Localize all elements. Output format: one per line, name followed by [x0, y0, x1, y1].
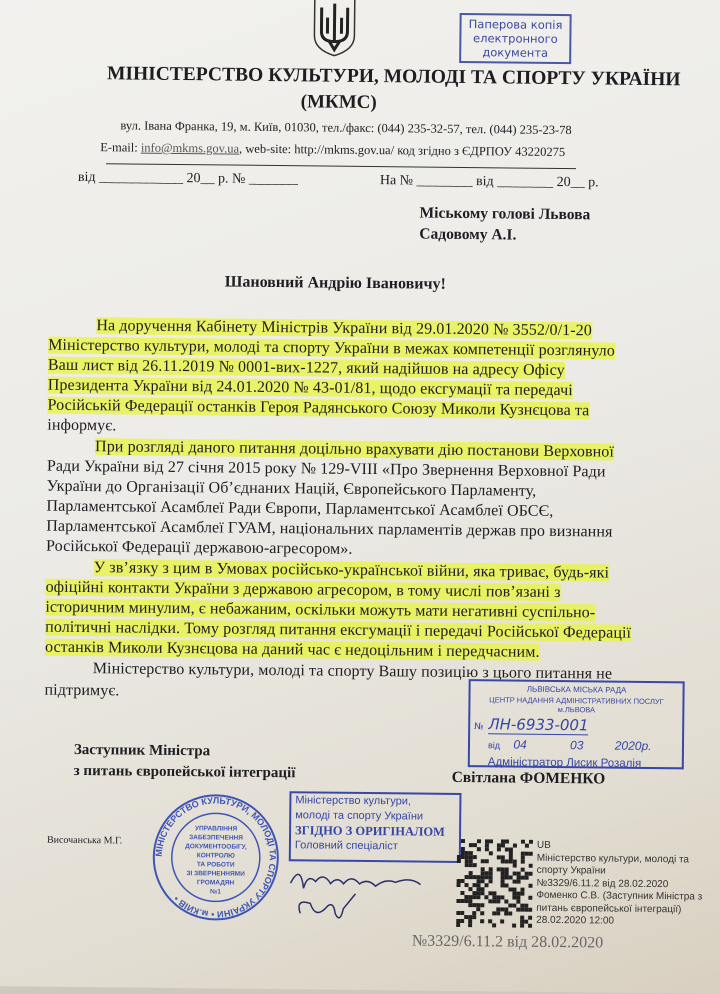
e-signature-line: 28.02.2020 12:00 [536, 914, 615, 927]
seal-inner-line: ДОКУМЕНТООБІГУ, [185, 843, 247, 851]
qr-module [468, 915, 472, 919]
qr-module [489, 875, 493, 879]
qr-module [472, 911, 476, 915]
body-line: Ради України від 27 січня 2015 року № 129-VIII «Про Звернення Верховної Ради [46, 457, 606, 481]
date-month: 03 [570, 738, 584, 753]
qr-module [501, 839, 505, 843]
body-line: історичним минулим, є небажаним, оскільки можуть мати негативні суспільно- [45, 598, 596, 622]
qr-module [473, 855, 477, 859]
qr-module [476, 903, 480, 907]
qr-module [480, 887, 484, 891]
qr-module [509, 848, 513, 852]
signatory-title-line: з питань європейської інтеграції [73, 762, 296, 782]
qr-module [477, 875, 481, 879]
qr-module [476, 887, 480, 891]
seal-inner-line: ГРОМАДЯН [196, 879, 235, 887]
qr-module [501, 883, 505, 887]
qr-module [461, 851, 465, 855]
outgoing-reference: від ____________ 20__ р. № _______ [77, 169, 298, 188]
qr-module [521, 876, 525, 880]
qr-module [457, 855, 461, 859]
qr-module [468, 919, 472, 923]
qr-module [516, 892, 520, 896]
qr-module [500, 907, 504, 911]
qr-module [505, 883, 509, 887]
qr-module [465, 851, 469, 855]
qr-module [469, 843, 473, 847]
qr-module [512, 924, 516, 928]
qr-module [472, 891, 476, 895]
addressee-line: Садовому А.І. [419, 225, 517, 244]
qr-module [465, 855, 469, 859]
qr-module [505, 859, 509, 863]
qr-module [505, 839, 509, 843]
qr-module [497, 847, 501, 851]
qr-module [488, 899, 492, 903]
qr-module [456, 899, 460, 903]
qr-module [521, 840, 525, 844]
qr-module [469, 863, 473, 867]
body-line: Парламентської Асамблеї Ради Європи, Парламентської Асамблеї ОБСЄ, [46, 497, 554, 520]
qr-module [525, 844, 529, 848]
qr-module [520, 904, 524, 908]
qr-module [465, 883, 469, 887]
e-signature-line: Фоменко С.В. (Заступник Міністра з [536, 889, 703, 903]
qr-module [469, 855, 473, 859]
email-link[interactable]: info@mkms.gov.ua [140, 140, 240, 156]
qr-module [521, 852, 525, 856]
stamp-date-row [488, 737, 682, 755]
body-line: Міністерство культури, молоді та спорту Вашу позицію з цього питання не [92, 660, 613, 683]
qr-module [496, 907, 500, 911]
ministry-contacts [100, 140, 565, 160]
qr-module [485, 843, 489, 847]
qr-module [460, 899, 464, 903]
qr-module [476, 895, 480, 899]
qr-module [517, 872, 521, 876]
email-label: E-mail: [100, 140, 141, 155]
seal-inner-line: №1 [209, 888, 221, 896]
qr-module [492, 911, 496, 915]
qr-module [509, 860, 513, 864]
stamp-line: ЦЕНТР НАДАННЯ АДМІНІСТРАТИВНИХ ПОСЛУГ м.ЛЬВОВА [489, 695, 664, 715]
qr-module [496, 911, 500, 915]
qr-module [520, 892, 524, 896]
qr-module [525, 852, 529, 856]
qr-module [524, 908, 528, 912]
qr-module [488, 919, 492, 923]
seal-inner-line: УПРАВЛІННЯ [194, 825, 238, 833]
qr-module [476, 891, 480, 895]
qr-module [509, 856, 513, 860]
addressee-line: Міському голові Львова [419, 204, 591, 224]
body-line: Парламентської Асамблеї ГУАМ, національних парламентів держав про визнання [46, 517, 613, 541]
qr-module [521, 868, 525, 872]
handwritten-signature [285, 863, 436, 935]
qr-module [489, 871, 493, 875]
qr-module [468, 923, 472, 927]
qr-module [517, 880, 521, 884]
copy-stamp-line: Паперова копія [468, 17, 563, 33]
qr-module [460, 919, 464, 923]
certified-line: Головний спеціаліст [294, 839, 398, 853]
qr-code[interactable] [456, 839, 533, 930]
qr-module [477, 883, 481, 887]
qr-module [461, 847, 465, 851]
qr-module [520, 908, 524, 912]
stamp-line: ЛЬВІВСЬКА МІСЬКА РАДА [526, 684, 627, 695]
qr-module [469, 875, 473, 879]
qr-module [528, 924, 532, 928]
body-line: Президента України від 24.01.2020 № 43-01/81, щодо ексгумації та передачі [47, 376, 573, 400]
qr-module [460, 891, 464, 895]
date-label: від [487, 740, 501, 751]
qr-module [485, 871, 489, 875]
qr-module [472, 915, 476, 919]
qr-module [468, 899, 472, 903]
round-seal [150, 792, 281, 923]
qr-module [480, 919, 484, 923]
body-line: останків Миколи Кузнєцова на даний час є недоцільним і передчасним. [44, 638, 540, 661]
qr-module [521, 860, 525, 864]
qr-module [481, 859, 485, 863]
copy-stamp-line: електронного [472, 31, 558, 46]
qr-module [529, 840, 533, 844]
qr-module [481, 871, 485, 875]
qr-module [529, 872, 533, 876]
qr-module [485, 859, 489, 863]
qr-module [465, 875, 469, 879]
qr-module [509, 852, 513, 856]
qr-module [477, 839, 481, 843]
qr-module [501, 843, 505, 847]
qr-module [485, 883, 489, 887]
number-label: № [474, 722, 484, 733]
qr-module [460, 911, 464, 915]
certified-copy-stamp [289, 791, 462, 863]
paper-copy-stamp [459, 13, 572, 64]
lviv-registration-stamp [468, 679, 685, 769]
qr-module [529, 864, 533, 868]
stamp-number-row [474, 715, 682, 738]
qr-module [513, 872, 517, 876]
qr-module [492, 899, 496, 903]
qr-module [520, 920, 524, 924]
qr-module [469, 871, 473, 875]
qr-module [504, 907, 508, 911]
seal-inner-line: ЗАБЕЗПЕЧЕННЯ [189, 834, 243, 842]
qr-module [512, 892, 516, 896]
e-signature-line: спорту України [536, 864, 606, 877]
body-line: Ваш лист від 26.11.2019 № 0001-вих-1227, який надійшов на адресу Офісу [47, 356, 565, 380]
qr-module [489, 851, 493, 855]
body-line: Міністерство культури, молоді та спорту України в межах компетенції розглянуло [48, 336, 615, 360]
qr-module [489, 867, 493, 871]
qr-module [488, 891, 492, 895]
body-line: інформує. [47, 416, 117, 435]
qr-module [521, 856, 525, 860]
body-line: підтримує. [44, 681, 120, 700]
qr-module [525, 872, 529, 876]
qr-module [456, 911, 460, 915]
signatory-name: Світлана ФОМЕНКО [451, 768, 606, 788]
qr-module [512, 904, 516, 908]
qr-module [520, 888, 524, 892]
qr-module [497, 855, 501, 859]
body-line: України до Організації Об’єднаних Націй, Європейського Парламенту, [46, 477, 537, 500]
qr-module [517, 876, 521, 880]
incoming-reference: На № ________ від ________ 20__ р. [379, 173, 599, 191]
qr-module [492, 923, 496, 927]
body-line: На доручення Кабінету Міністрів України від 29.01.2020 № 3552/0/1-20 [96, 317, 593, 340]
qr-module [525, 876, 529, 880]
e-signature-tag: UB [536, 839, 551, 851]
qr-module [465, 863, 469, 867]
trident-emblem-icon [311, 0, 358, 58]
website-and-code: , web-site: http://mkms.gov.ua/ код згідно з ЄДРПОУ 43220275 [238, 141, 566, 160]
qr-module [485, 875, 489, 879]
qr-module [524, 904, 528, 908]
executor-name: Височанська М.Г. [46, 834, 123, 847]
qr-module [461, 879, 465, 883]
qr-module [464, 915, 468, 919]
qr-module [500, 895, 504, 899]
qr-module [501, 859, 505, 863]
qr-module [505, 847, 509, 851]
qr-module [461, 855, 465, 859]
addressee [419, 203, 590, 247]
ministry-address: вул. Івана Франка, 19, м. Київ, 01030, тел./факс: (044) 235-32-57, тел. (044) 235-23-78 [120, 118, 572, 138]
qr-module [485, 847, 489, 851]
ministry-name: МІНІСТЕРСТВО КУЛЬТУРИ, МОЛОДІ ТА СПОРТУ УКРАЇНИ [106, 63, 681, 91]
qr-module [465, 859, 469, 863]
qr-module [468, 887, 472, 891]
signatory-title [74, 740, 296, 784]
qr-module [472, 903, 476, 907]
registration-number-print: №3329/6.11.2 від 28.02.2020 [411, 932, 604, 952]
qr-module [508, 911, 512, 915]
qr-module [480, 911, 484, 915]
qr-module [496, 895, 500, 899]
qr-module [501, 875, 505, 879]
qr-module [473, 875, 477, 879]
qr-module [457, 883, 461, 887]
qr-module [485, 839, 489, 843]
qr-module [512, 888, 516, 892]
qr-module [500, 919, 504, 923]
signatory-title-line: Заступник Міністра [73, 741, 211, 760]
qr-module [477, 879, 481, 883]
body-line: офіційні контакти України з державою агресором, в тому числі пов’язані з [45, 578, 561, 602]
stamp-administrator: Адміністратор Лисик Розалія [487, 756, 642, 770]
qr-module [516, 900, 520, 904]
qr-module [492, 895, 496, 899]
certified-line: Міністерство культури, [295, 794, 412, 808]
qr-module [468, 903, 472, 907]
qr-module [481, 879, 485, 883]
qr-module [456, 923, 460, 927]
e-signature-line: №3329/6.11.2 від 28.02.2020 [536, 877, 669, 890]
qr-module [469, 851, 473, 855]
qr-module [520, 916, 524, 920]
e-signature-block [536, 840, 703, 929]
qr-module [461, 839, 465, 843]
qr-module [492, 891, 496, 895]
qr-module [513, 864, 517, 868]
qr-module [496, 899, 500, 903]
seal-inner-line: КОНТРОЛЮ [196, 852, 235, 860]
qr-module [472, 895, 476, 899]
qr-module [477, 847, 481, 851]
qr-module [473, 883, 477, 887]
date-year: 2020р. [614, 738, 652, 753]
certified-line: ЗГІДНО З ОРИГІНАЛОМ [295, 823, 445, 839]
qr-module [520, 924, 524, 928]
qr-module [513, 860, 517, 864]
qr-module [504, 911, 508, 915]
salutation: Шановний Андрію Івановичу! [224, 273, 446, 293]
qr-module [505, 875, 509, 879]
qr-module [457, 859, 461, 863]
qr-module [473, 843, 477, 847]
qr-module [501, 871, 505, 875]
qr-module [509, 876, 513, 880]
qr-module [464, 899, 468, 903]
qr-module [480, 891, 484, 895]
qr-module [468, 895, 472, 899]
qr-module [513, 844, 517, 848]
body-line: Російської Федерації державою-агресором». [45, 537, 353, 558]
qr-module [504, 899, 508, 903]
header-divider [106, 163, 576, 169]
qr-module [456, 919, 460, 923]
qr-module [505, 871, 509, 875]
certified-line: молоді та спорту України [295, 809, 424, 823]
qr-module [457, 879, 461, 883]
qr-module [501, 879, 505, 883]
qr-module [513, 880, 517, 884]
qr-module [512, 896, 516, 900]
qr-module [489, 839, 493, 843]
registration-number: ЛН-6933-001 [488, 715, 589, 735]
qr-module [481, 867, 485, 871]
qr-module [481, 875, 485, 879]
seal-inner-line: ЗІ ЗВЕРНЕННЯМИ [186, 870, 245, 878]
body-line: При розгляді даного питання доцільно врахувати дію постанови Верховної [95, 438, 615, 461]
qr-module [489, 879, 493, 883]
copy-stamp-line: документа [482, 45, 549, 60]
qr-module [484, 895, 488, 899]
seal-inner-line: ТА РОБОТИ [196, 861, 235, 869]
qr-module [501, 855, 505, 859]
qr-module [508, 888, 512, 892]
qr-module [528, 916, 532, 920]
e-signature-line: Міністерство культури, молоді та [536, 852, 690, 865]
qr-module [469, 859, 473, 863]
qr-module [516, 896, 520, 900]
qr-module [505, 867, 509, 871]
e-signature-line: питань європейської інтеграції) [536, 902, 682, 915]
body-line: У зв’язку з цим в Умовах російсько-української війни, яка триває, будь-які [93, 559, 610, 582]
qr-module [476, 907, 480, 911]
qr-module [473, 863, 477, 867]
qr-module [508, 903, 512, 907]
qr-module [516, 908, 520, 912]
qr-module [528, 908, 532, 912]
qr-module [528, 896, 532, 900]
seal-outer-text: МІНІСТЕРСТВО КУЛЬТУРИ, МОЛОДІ ТА СПОРТУ УКРАЇНИ • м.КИЇВ • [153, 795, 278, 920]
qr-module [464, 895, 468, 899]
ministry-abbr: (МКМС) [300, 91, 377, 114]
qr-module [529, 852, 533, 856]
date-day: 04 [513, 737, 527, 752]
qr-module [529, 884, 533, 888]
qr-module [501, 867, 505, 871]
qr-module [497, 843, 501, 847]
body-line: Російській Федерації останків Героя Радянського Союзу Миколи Кузнєцова та [47, 396, 590, 420]
qr-module [524, 920, 528, 924]
body-line: політичні наслідки. Тому розгляд питання ексгумації і передачі Російської Федерації [45, 618, 632, 642]
qr-module [480, 903, 484, 907]
qr-module [497, 867, 501, 871]
